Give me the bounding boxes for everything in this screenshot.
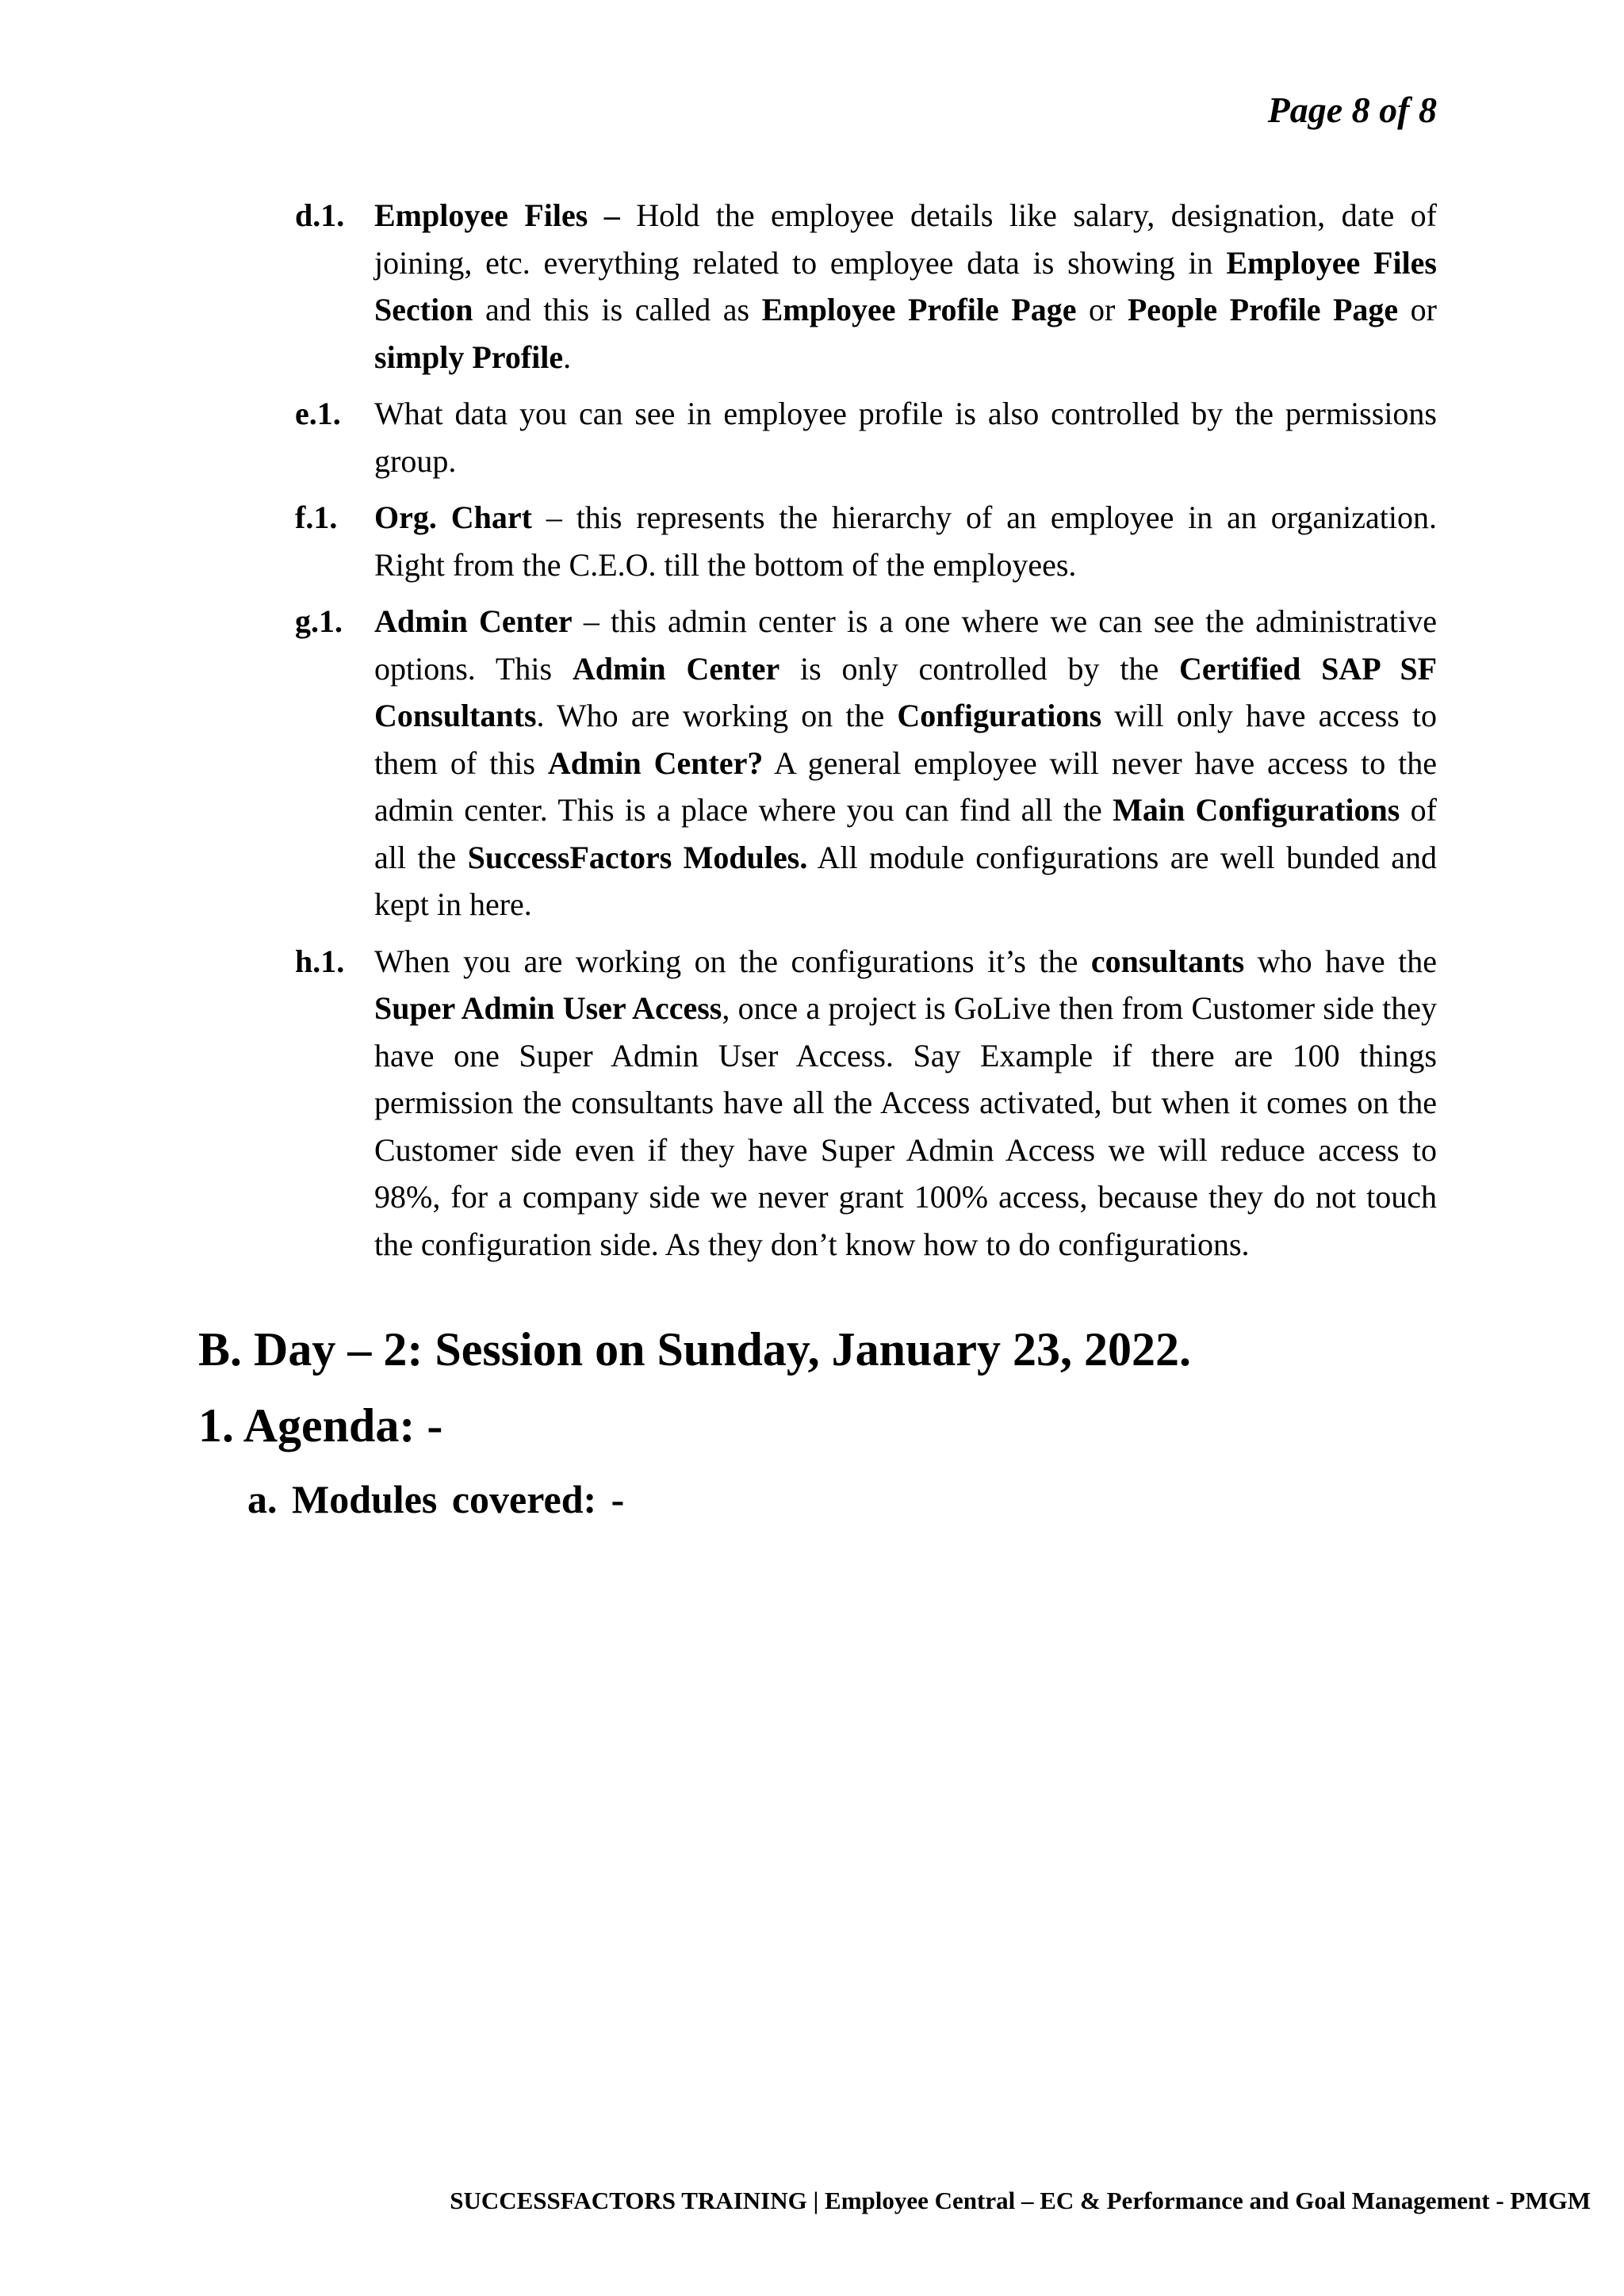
item-number: e.1.: [295, 396, 341, 431]
body-text: All module configurations are well bunded and kept in here.: [374, 839, 1437, 922]
bold-text: People Profile Page: [1127, 292, 1399, 327]
bold-text: Employee Files Section: [374, 244, 1438, 327]
body-text: – this represents the hierarchy of an employee in an organization. Right from the C.E.O. till the bottom of the employees.: [374, 499, 1438, 583]
bold-text: Employee Files –: [374, 197, 637, 233]
bold-text: Admin Center: [374, 603, 573, 639]
modules-heading: a. Modules covered: -: [247, 1477, 625, 1521]
item-number: f.1.: [295, 499, 338, 535]
bold-text: Employee Profile Page: [761, 292, 1077, 327]
bold-text: Org. Chart: [374, 499, 532, 535]
bold-text: Main Configurations: [1113, 792, 1400, 828]
body-text: Hold the employee details like salary, designation, date of joining, etc. everything related to employee data is showing in: [374, 197, 1437, 281]
list-item-f1: [295, 494, 1437, 588]
session-heading: B. Day – 2: Session on Sunday, January 23, 2022.: [198, 1323, 1191, 1376]
bold-text: Admin Center: [572, 650, 780, 687]
list-item-d1: [295, 192, 1437, 381]
body-text: , once a project is GoLive then from Customer side they have one Super Admin User Access. Say Example if there are 100 things permission the consultants have all the Access activated, but when it comes on the Customer side even if they have Super Admin Access we will reduce access to 98%, for a company side we never grant 100% access, because they do not touch the configuration side. As they don’t know how to do configurations.: [374, 990, 1437, 1262]
item-body: [374, 494, 1437, 588]
body-text: . Who are working on the: [536, 698, 898, 733]
page-number: Page 8 of 8: [1267, 90, 1437, 130]
body-text: What data you can see in employee profile is also controlled by the permissions group.: [374, 396, 1437, 479]
bold-text: consultants: [1090, 943, 1245, 979]
content-list: [295, 192, 1437, 1277]
item-body: [374, 938, 1437, 1269]
item-body: [374, 192, 1437, 381]
item-number: h.1.: [295, 943, 345, 979]
body-text: A general employee will never have access to the admin center. This is a place where you can find all the: [374, 744, 1437, 828]
body-text: will only have access to them of this: [374, 698, 1438, 781]
bold-text: Configurations: [897, 698, 1102, 733]
body-text: of all the: [374, 792, 1438, 875]
body-text: .: [563, 339, 572, 375]
bold-text: SuccessFactors Modules.: [467, 839, 808, 875]
list-item-h1: [295, 938, 1437, 1269]
body-text: – this admin center is a one where we can see the administrative options. This: [374, 603, 1437, 687]
list-item-g1: [295, 598, 1437, 928]
item-body: [374, 598, 1437, 928]
item-number: g.1.: [295, 603, 343, 639]
body-text: and this is called as: [473, 292, 762, 327]
body-text: When you are working on the configurations it’s the: [374, 943, 1091, 979]
body-text: who have the: [1244, 943, 1437, 979]
bold-text: Super Admin User Access: [374, 990, 722, 1026]
bold-text: simply Profile: [374, 339, 564, 375]
body-text: or: [1076, 292, 1128, 327]
body-text: or: [1398, 292, 1437, 327]
item-body: [374, 390, 1437, 484]
page-footer: SUCCESSFACTORS TRAINING | Employee Central – EC & Performance and Goal Management - PMGM: [450, 2187, 1591, 2214]
item-number: d.1.: [295, 197, 345, 233]
bold-text: Certified SAP SF Consultants: [374, 650, 1438, 733]
body-text: is only controlled by the: [779, 650, 1180, 687]
agenda-heading: 1. Agenda: -: [198, 1399, 443, 1452]
list-item-e1: [295, 390, 1437, 484]
bold-text: Admin Center?: [547, 744, 764, 781]
